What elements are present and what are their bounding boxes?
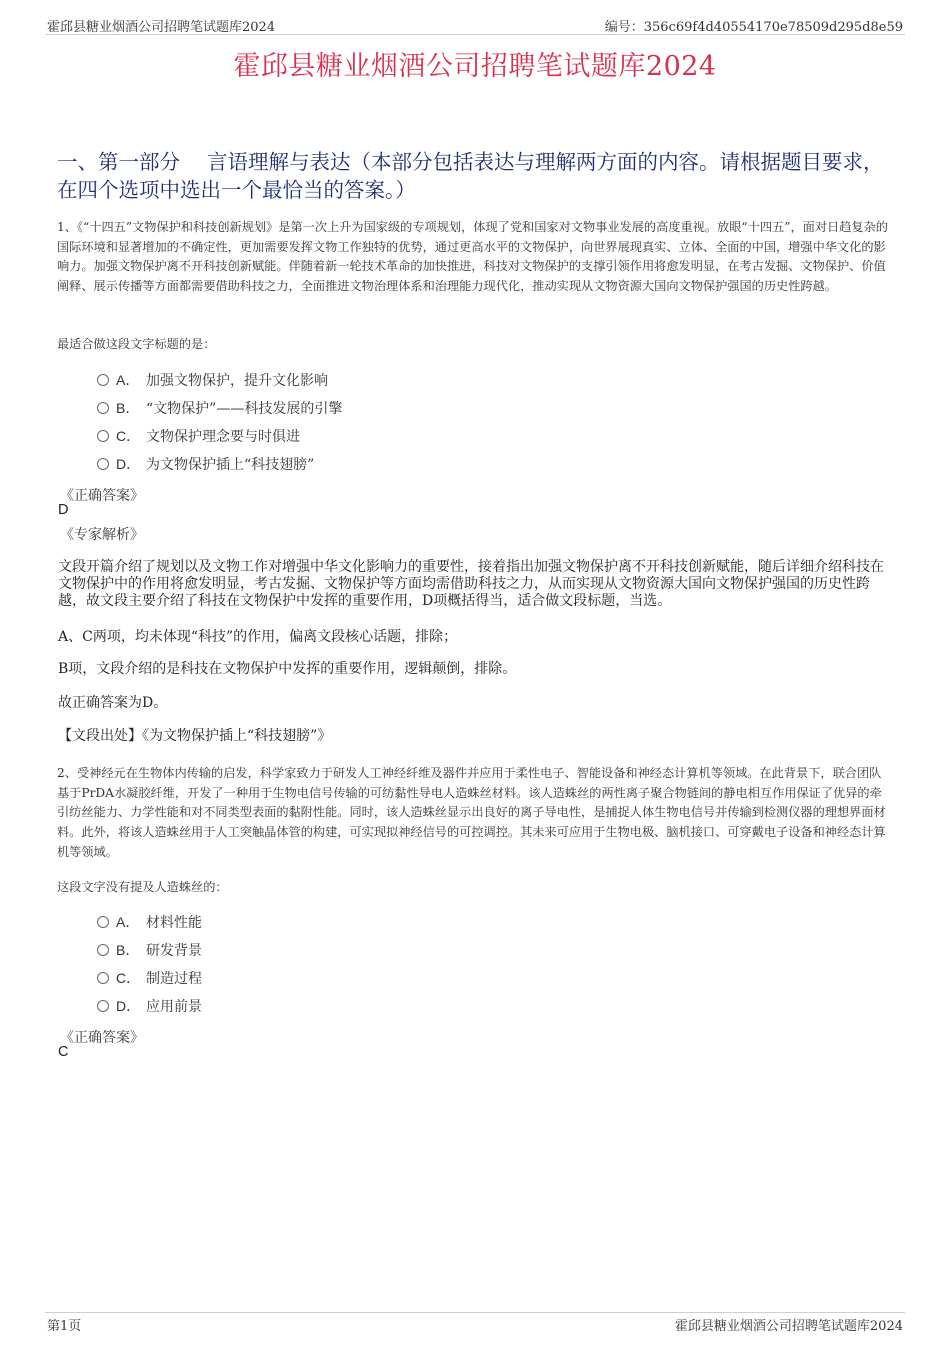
radio-icon[interactable] — [97, 374, 109, 386]
header-left-title: 霍邱县糖业烟酒公司招聘笔试题库2024 — [47, 20, 276, 35]
question-2-option-c[interactable]: C． 制造过程 — [97, 968, 202, 988]
question-1-option-c[interactable]: C． 文物保护理念要与时俱进 — [97, 426, 300, 446]
question-2-answer-label: 《正确答案》 — [60, 1030, 144, 1046]
question-1-option-b[interactable]: B． “文物保护”——科技发展的引擎 — [97, 398, 342, 418]
radio-icon[interactable] — [97, 430, 109, 442]
question-1-analysis-paragraph: A、C两项，均未体现“科技”的作用，偏离文段核心话题，排除； — [58, 629, 458, 645]
radio-icon[interactable] — [97, 916, 109, 928]
question-1-option-d[interactable]: D． 为文物保护插上“科技翅膀” — [97, 454, 314, 474]
section-heading: 一、第一部分 言语理解与表达（本部分包括表达与理解两方面的内容。请根据题目要求，在四个选项中选出一个最恰当的答案。） — [57, 150, 884, 202]
radio-icon[interactable] — [97, 1000, 109, 1012]
question-2-answer: C — [58, 1044, 69, 1060]
footer-title: 霍邱县糖业烟酒公司招聘笔试题库2024 — [674, 1319, 903, 1334]
question-2-option-b[interactable]: B． 研发背景 — [97, 940, 202, 960]
question-1-prompt: 最适合做这段文字标题的是： — [57, 337, 216, 351]
question-1-source: 【文段出处】《为文物保护插上“科技翅膀”》 — [58, 728, 332, 744]
question-1-analysis-paragraph: 文段开篇介绍了规划以及文物工作对增强中华文化影响力的重要性，接着指出加强文物保护离不开科技创新赋能，随后详细介绍科技在文物保护中的作用将愈发明显，考古发掘、文物保护等方面均需借助科技之力，从而实现从文物资源大国向文物保护强国的历史性跨越，故文段主要介绍了科技在文物保护中发挥的重要作用，D项概括得当，适合做文段标题，当选。 — [58, 559, 884, 609]
page-header — [45, 14, 905, 35]
page-number: 第1页 — [47, 1319, 82, 1334]
question-1-analysis-label: 《专家解析》 — [60, 527, 144, 543]
question-1-option-a[interactable]: A． 加强文物保护，提升文化影响 — [97, 370, 328, 390]
question-1-answer-label: 《正确答案》 — [60, 488, 144, 504]
question-2-option-d[interactable]: D． 应用前景 — [97, 996, 202, 1016]
question-1-answer: D — [58, 502, 69, 518]
question-1-analysis-paragraph: B项，文段介绍的是科技在文物保护中发挥的重要作用，逻辑颠倒，排除。 — [58, 661, 517, 677]
header-document-id: 编号：356c69f4d40554170e78509d295d8e59 — [604, 20, 903, 35]
question-2-prompt: 这段文字没有提及人造蛛丝的： — [57, 880, 228, 894]
radio-icon[interactable] — [97, 944, 109, 956]
radio-icon[interactable] — [97, 972, 109, 984]
document-title: 霍邱县糖业烟酒公司招聘笔试题库2024 — [233, 51, 717, 82]
question-2-option-a[interactable]: A． 材料性能 — [97, 912, 202, 932]
radio-icon[interactable] — [97, 402, 109, 414]
question-1-passage: 1、《“十四五”文物保护和科技创新规划》是第一次上升为国家级的专项规划，体现了党和国家对文物事业发展的高度重视。放眼“十四五”，面对日趋复杂的国际环境和显著增加的不确定性，更加需要发挥文物工作独特的优势，通过更高水平的文物保护，向世界展现真实、立体、全面的中国，增强中华文化的影响力。加强文物保护离不开科技创新赋能。伴随着新一轮技术革命的加快推进，科技对文物保护的支撑引领作用将愈发明显，在考古发掘、文物保护、价值阐释、展示传播等方面都需要借助科技之力，全面推进文物治理体系和治理能力现代化，推动实现从文物资源大国向文物保护强国的历史性跨越。 — [57, 220, 888, 294]
question-1-analysis-paragraph: 故正确答案为D。 — [58, 695, 168, 711]
page-footer — [45, 1312, 905, 1333]
radio-icon[interactable] — [97, 458, 109, 470]
question-2-passage: 2、受神经元在生物体内传输的启发，科学家致力于研发人工神经纤维及器件并应用于柔性电子、智能设备和神经态计算机等领域。在此背景下，联合团队基于PrDA水凝胶纤维，开发了一种用于生物电信号传输的可纺黏性导电人造蛛丝材料。该人造蛛丝的两性离子聚合物链间的静电相互作用保证了优异的牵引纺丝能力、力学性能和对不同类型表面的黏附性能。同时，该人造蛛丝显示出良好的离子导电性，是捕捉人体生物电信号并传输到检测仪器的理想界面材料。此外，将该人造蛛丝用于人工突触晶体管的构建，可实现拟神经信号的可控调控。其未来可应用于生物电极、脑机接口、可穿戴电子设备和神经态计算机等领域。 — [57, 766, 886, 859]
